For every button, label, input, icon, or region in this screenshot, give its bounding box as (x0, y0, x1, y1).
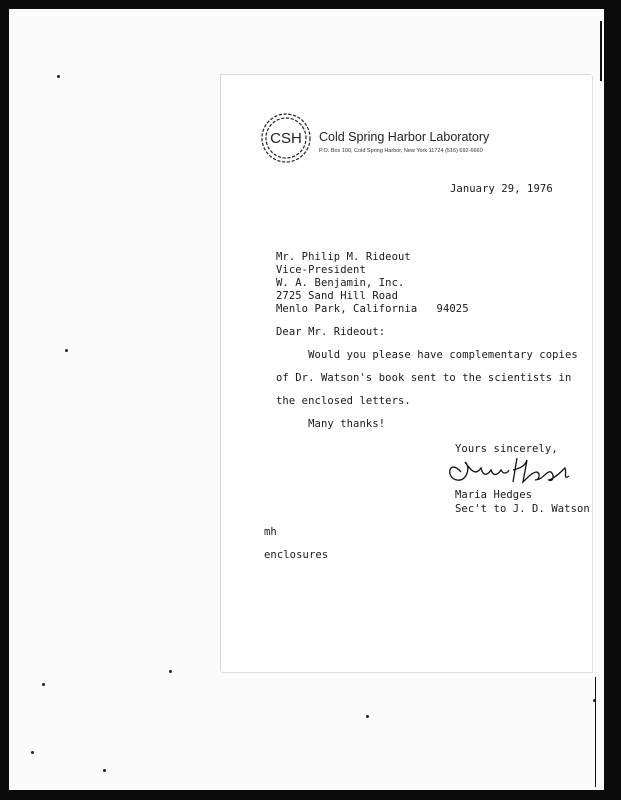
enclosures-note: enclosures (264, 549, 329, 561)
signer-title: Sec't to J. D. Watson (455, 503, 590, 515)
recipient-company: W. A. Benjamin, Inc. (276, 277, 405, 289)
paper-speck (103, 769, 106, 772)
recipient-city: Menlo Park, California 94025 (276, 303, 469, 315)
paper-speck (65, 349, 68, 352)
handwritten-signature (443, 450, 573, 490)
paper-speck (366, 715, 369, 718)
recipient-name: Mr. Philip M. Rideout (276, 251, 411, 263)
letter-date: January 29, 1976 (450, 183, 553, 195)
signer-name: Maria Hedges (455, 489, 533, 501)
recipient-title: Vice-President (276, 264, 366, 276)
body-line: the enclosed letters. (276, 395, 411, 407)
typist-initials: mh (264, 526, 277, 538)
letter-page (221, 75, 592, 672)
edge-mark (600, 21, 602, 81)
paper-speck (169, 670, 172, 673)
organization-name: Cold Spring Harbor Laboratory (319, 130, 490, 144)
body-line: Would you please have complementary copies (276, 349, 578, 361)
organization-address: P.O. Box 100, Cold Spring Harbor, New York 11724 (516) 692-6660 (319, 148, 483, 154)
thanks-line: Many thanks! (276, 418, 386, 430)
body-line: of Dr. Watson's book sent to the scientists in (276, 372, 572, 384)
csh-logo (258, 110, 314, 166)
paper-speck (31, 751, 34, 754)
paper-speck (57, 75, 60, 78)
logo-text: CSH (270, 130, 302, 147)
recipient-street: 2725 Sand Hill Road (276, 290, 399, 302)
signature-text: Maria Hedges (443, 450, 451, 451)
salutation: Dear Mr. Rideout: (276, 326, 386, 338)
edge-mark (595, 677, 596, 787)
paper-speck (42, 683, 45, 686)
closing: Yours sincerely, (455, 443, 558, 455)
